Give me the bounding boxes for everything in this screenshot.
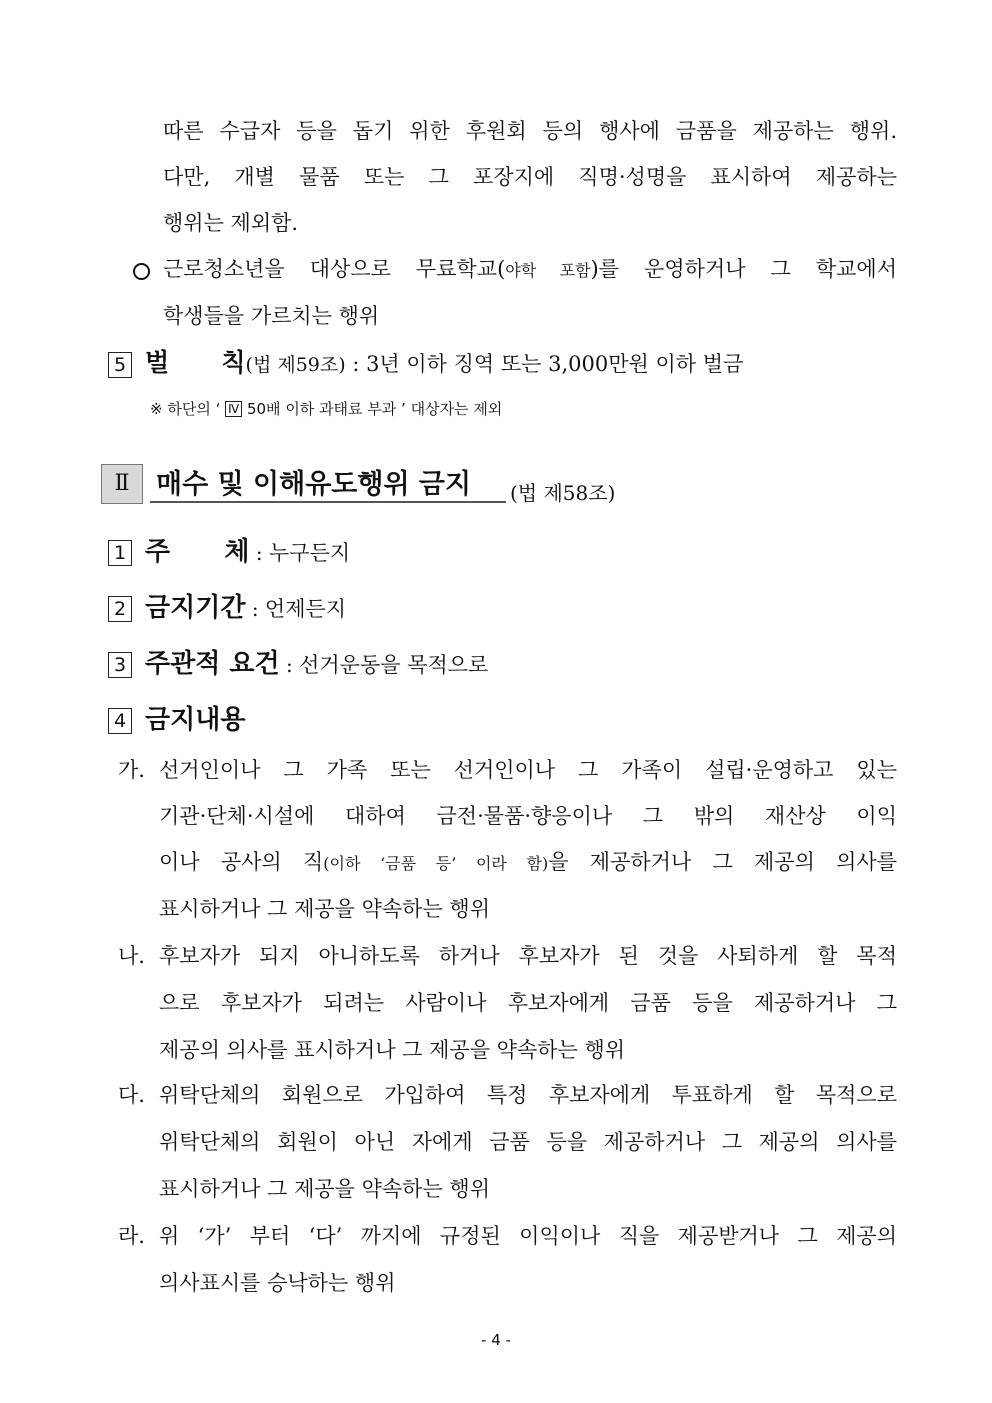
list-line: 의사표시를 승낙하는 행위 bbox=[159, 1271, 396, 1295]
list-line: 으로 후보자가 되려는 사람이나 후보자에게 금품 등을 제공하거나 그 bbox=[159, 991, 897, 1015]
item-row: 금지내용 bbox=[145, 705, 246, 735]
list-line: 위 ‘가’ 부터 ‘다’ 까지에 규정된 이익이나 직을 제공받거나 그 제공의 bbox=[159, 1224, 897, 1248]
list-line: 기관·단체·시설에 대하여 금전·물품·향응이나 그 밖의 재산상 이익 bbox=[159, 804, 897, 828]
item-row: 주 체 : 누구든지 bbox=[145, 537, 351, 567]
list-marker: 라. bbox=[118, 1224, 145, 1248]
text-line: 따른 수급자 등을 돕기 위한 후원회 등의 행사에 금품을 제공하는 행위. bbox=[163, 119, 897, 143]
roman-box: Ⅳ bbox=[225, 401, 242, 417]
list-line: 위탁단체의 회원이 아닌 자에게 금품 등을 제공하거나 그 제공의 의사를 bbox=[159, 1130, 897, 1154]
list-line: 표시하거나 그 제공을 약속하는 행위 bbox=[159, 1177, 490, 1201]
circle-bullet-icon bbox=[133, 263, 150, 280]
item-number-box: 1 bbox=[108, 540, 132, 566]
bullet-line: 근로청소년을 대상으로 무료학교(야학 포함)를 운영하거나 그 학교에서 bbox=[163, 257, 897, 281]
item-number-box: 3 bbox=[108, 652, 132, 678]
section-number-box: Ⅱ bbox=[101, 464, 143, 504]
list-line: 제공의 의사를 표시하거나 그 제공을 약속하는 행위 bbox=[159, 1038, 626, 1062]
footnote: ※ 하단의 ‘ Ⅳ 50배 이하 과태료 부과 ’ 대상자는 제외 bbox=[150, 400, 503, 418]
list-marker: 다. bbox=[118, 1083, 145, 1107]
list-line: 후보자가 되지 아니하도록 하거나 후보자가 된 것을 사퇴하게 할 목적 bbox=[159, 944, 897, 968]
list-line: 이나 공사의 직(이하 ‘금품 등’ 이라 함)을 제공하거나 그 제공의 의사를 bbox=[159, 850, 898, 874]
item-row: 금지기간 : 언제든지 bbox=[145, 593, 347, 623]
list-line: 선거인이나 그 가족 또는 선거인이나 그 가족이 설립·운영하고 있는 bbox=[159, 758, 897, 782]
page-number: - 4 - bbox=[481, 1331, 511, 1349]
text-line: 다만, 개별 물품 또는 그 포장지에 직명·성명을 표시하여 제공하는 bbox=[163, 165, 897, 189]
item-row: 주관적 요건 : 선거운동을 목적으로 bbox=[145, 649, 489, 679]
section-title: 매수 및 이해유도행위 금지 bbox=[150, 467, 506, 503]
text-line: 행위는 제외함. bbox=[163, 211, 299, 235]
list-line: 위탁단체의 회원으로 가입하여 특정 후보자에게 투표하게 할 목적으로 bbox=[159, 1083, 897, 1107]
item-number-box: 4 bbox=[108, 708, 132, 734]
item-number-box: 2 bbox=[108, 596, 132, 622]
list-marker: 가. bbox=[118, 758, 145, 782]
list-marker: 나. bbox=[118, 944, 145, 968]
penalty-line: 벌 칙(법 제59조) : 3년 이하 징역 또는 3,000만원 이하 벌금 bbox=[145, 348, 744, 377]
item-number-box: 5 bbox=[108, 352, 132, 378]
list-line: 표시하거나 그 제공을 약속하는 행위 bbox=[159, 897, 490, 921]
bullet-line: 학생들을 가르치는 행위 bbox=[163, 304, 380, 328]
section-law: (법 제58조) bbox=[510, 481, 616, 505]
